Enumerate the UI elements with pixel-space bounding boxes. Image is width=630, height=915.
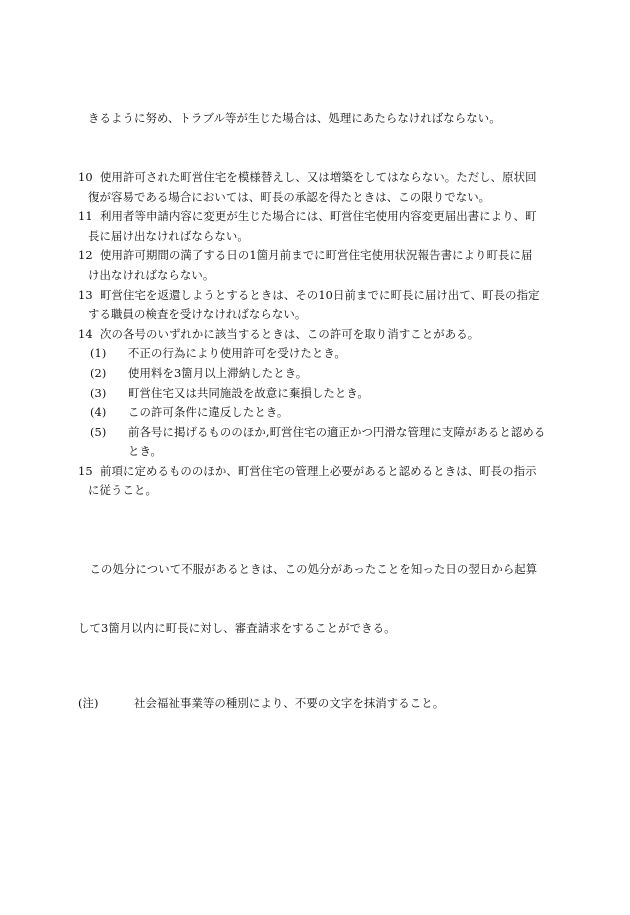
clause-text-line: する職員の検査を受けなければならない。 xyxy=(88,307,307,322)
continuation-line xyxy=(78,70,558,168)
subclause-text: 町営住宅又は共同施設を故意に棄損したとき。 xyxy=(128,385,369,400)
clause-text-line: 次の各号のいずれかに該当するときは、この許可を取り消すことがある。 xyxy=(100,326,480,341)
clause-number: 11 xyxy=(78,209,93,224)
clause-number: 12 xyxy=(78,248,93,263)
clause-number: 13 xyxy=(78,287,93,302)
appeal-text-line: この処分について不服があるときは、この処分があったことを知った日の翌日から起算 xyxy=(78,562,538,577)
clause-10 xyxy=(78,168,558,207)
footnote xyxy=(78,694,558,714)
subclause-text: 使用料を3箇月以上滞納したとき。 xyxy=(128,365,308,380)
subclause-number: (1) xyxy=(90,346,107,361)
clause-15 xyxy=(78,462,558,501)
subclause-text: この許可条件に違反したとき。 xyxy=(128,405,289,420)
clause-text-line: 使用許可された町営住宅を模様替えし、又は増築をしてはならない。ただし、原状回 xyxy=(100,169,537,184)
clause-text-line: 前項に定めるもののほか、町営住宅の管理上必要があると認めるときは、町長の指示 xyxy=(100,463,537,478)
clause-text-line: 町営住宅を返還しようとするときは、その10日前までに町長に届け出て、町長の指定 xyxy=(100,287,540,302)
clause-number: 15 xyxy=(78,463,93,478)
subclause-text: とき。 xyxy=(128,444,163,459)
subclause-5 xyxy=(78,423,558,462)
clause-text-line: 長に届け出なければならない。 xyxy=(88,228,249,243)
clause-13 xyxy=(78,286,558,325)
subclause-number: (3) xyxy=(90,385,107,400)
clause-text-line: 使用許可期間の満了する日の1箇月前までに町営住宅使用状況報告書により町長に届 xyxy=(100,248,533,263)
continuation-text: きるように努め、トラブル等が生じた場合は、処理にあたらなければならない。 xyxy=(88,111,501,126)
subclause-2 xyxy=(78,364,558,384)
clause-14 xyxy=(78,325,558,462)
subclause-number: (5) xyxy=(90,424,107,439)
clause-text-line: け出なければならない。 xyxy=(88,267,215,282)
appeal-text-line: して3箇月以内に町長に対し、審査請求をすることができる。 xyxy=(78,621,396,636)
clause-number: 14 xyxy=(78,326,93,341)
subclause-3 xyxy=(78,384,558,404)
clause-text-line: に従うこと。 xyxy=(88,483,157,498)
clause-text-line: 復が容易である場合においては、町長の承認を得たときは、この限りでない。 xyxy=(88,189,491,204)
clause-12 xyxy=(78,246,558,285)
subclause-1 xyxy=(78,344,558,364)
subclause-number: (4) xyxy=(90,405,107,420)
appeal-paragraph xyxy=(78,521,558,678)
subclause-text: 前各号に掲げるもののほか,町営住宅の適正かつ円滑な管理に支障があると認める xyxy=(128,424,546,439)
clause-11 xyxy=(78,207,558,246)
document-page xyxy=(78,70,558,713)
subclause-4 xyxy=(78,403,558,423)
footnote-label: (注) xyxy=(78,695,99,710)
footnote-text: 社会福祉事業等の種別により、不要の文字を抹消すること。 xyxy=(134,695,445,710)
clause-number: 10 xyxy=(78,169,93,184)
subclause-text: 不正の行為により使用許可を受けたとき。 xyxy=(128,346,346,361)
clause-text-line: 利用者等申請内容に変更が生じた場合には、町営住宅使用内容変更届出書により、町 xyxy=(100,209,537,224)
subclause-number: (2) xyxy=(90,365,107,380)
